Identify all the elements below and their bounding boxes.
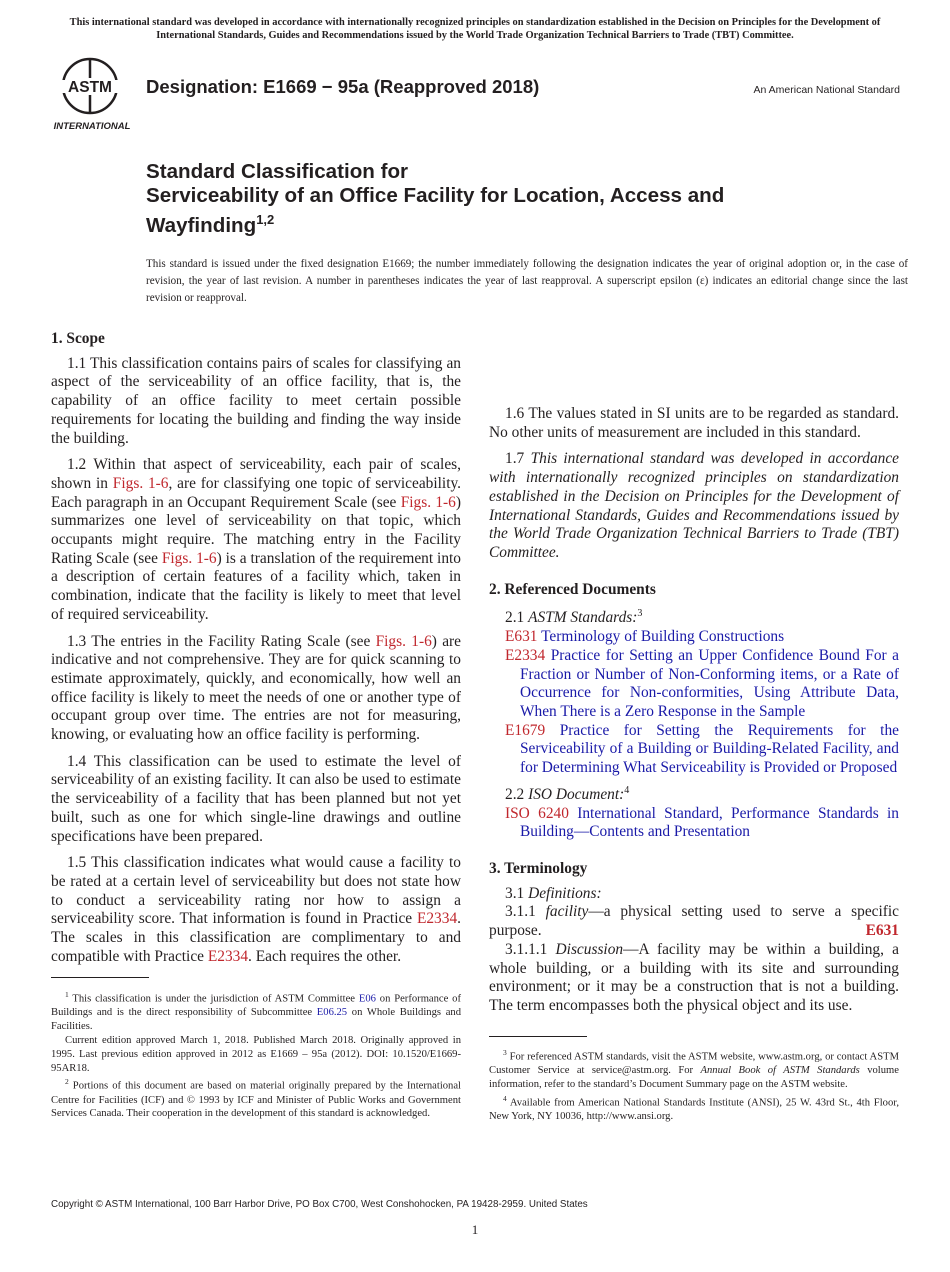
page-number: 1 [471,1222,479,1237]
left-column [51,330,461,975]
e06-25-link[interactable]: E06.25 [316,1007,348,1019]
figs-link[interactable]: Figs. 1-6 [161,549,217,567]
reference-code-link[interactable]: ISO 6240 [505,804,569,822]
figs-link[interactable]: Figs. 1-6 [112,474,169,492]
copyright: Copyright © ASTM International, 100 Barr Harbor Drive, PO Box C700, West Conshohocken, PA 19428-2959. United States [51,1199,588,1210]
iso-reference-list [489,805,899,842]
reference-item [505,722,899,778]
definition-facility: 3.1.1 facility—a physical setting used to serve a specific purpose. E631 [489,903,899,940]
intro-paragraph: This standard is issued under the fixed designation E1669; the number immediately following the designation indicates the year of original adoption or, in the case of revision, the year of last revision. A number in parentheses indicates the year of last reapproval. A superscript epsilon (ε) indicates an editorial change since the last revision or reapproval. [146,258,908,304]
standards-notice: This international standard was developed in accordance with internationally recognized principles on standardization established in the Decision on Principles for the Development of International Standards, Guides and Recommendations issued by the World Trade Organization Technical Barriers to Trade (TBT) Committee. [69,17,881,41]
section-heading-scope: 1. Scope [51,330,105,347]
title-line-3: Wayfinding [146,213,257,237]
paragraph-1-2: 1.2 Within that aspect of serviceability, each pair of scales, shown in Figs. 1-6, are for classifying one topic of serviceability. Each paragraph in an Occupant Requirement Scale (see Figs. 1-6) summarizes one level of serviceability on that topic, which occupants might require. The matching entry in the Facility Rating Scale (see Figs. 1-6) is a translation of the requirement into a description of certain features of a facility which, taken in combination, indicate that the facility is likely to meet that level of required serviceability. [51,456,462,623]
american-national-standard-label: An American National Standard [753,84,900,96]
reference-title-link[interactable]: International Standard, Performance Standards in Building—Contents and Presentation [520,804,899,841]
paragraph-1-3: 1.3 The entries in the Facility Rating Scale (see Figs. 1-6) are indicative and not comprehensive. They are for quick scanning to estimate approximately, quickly, and economically, how well an office facility is likely to meet the needs of one or another type of occupant group over time. The entries are not for measuring, knowing, or evaluating how an office facility is performing. [51,632,461,744]
astm-logo [52,56,134,132]
e631-ref[interactable]: E631 [865,922,899,940]
astm-standards-label: 2.1 ASTM Standards:$^3$ [505,608,643,627]
logo-subtext: INTERNATIONAL [53,121,131,132]
reference-title-link[interactable]: Practice for Setting the Requirements for the Serviceability of a Building or Building-Related Facility, and for Determining What Serviceability is Provided or Proposed [520,721,899,777]
reference-item [505,647,899,722]
footnote-1: $^1$ This classification is under the jurisdiction of ASTM Committee E06 on Performance of Buildings and is the direct responsibility of Subcommittee E06.25 on Whole Buildings and Facilities. [51,990,462,1033]
title-superscript: 1,2 [256,212,275,227]
definitions-label: 3.1 Definitions: [505,884,602,902]
paragraph-1-7: 1.7 This international standard was developed in accordance with internationally recognized principles on standardization established in the Decision on Principles for the Development of International Standards, Guides and Recommendations issued by the World Trade Organization Technical Barriers to Trade (TBT) Committee. [489,450,899,561]
reference-title-link[interactable]: Practice for Setting an Upper Confidence Bound For a Fraction or Number of Non-Conforming items, or a Rate of Occurrence for Non-conformities, Using Attribute Data, When There is a Zero Response in the Sample [520,646,899,720]
footnote-3: $^3$ For referenced ASTM standards, visit the ASTM website, www.astm.org, or contact ASTM Customer Service at service@astm.org. For Annual Book of ASTM Standards volume information, refer to the standard’s Document Summary page on the ASTM website. [489,1048,899,1091]
reference-code-link[interactable]: E1679 [505,721,546,739]
right-column [489,330,899,1016]
footnote-4: $^4$ Available from American National Standards Institute (ANSI), 25 W. 43rd St., 4th Floor, New York, NY 10036, http://www.ansi.org. [489,1093,899,1123]
title-line-2: Serviceability of an Office Facility for Location, Access and [146,184,725,207]
footnotes-left [51,988,461,1121]
paragraph-1-4: 1.4 This classification can be used to estimate the level of serviceability of an existing facility. It can also be used to estimate the serviceability of a facility that has been planned but not yet built, such as one for which single-line drawings and outline specifications have been prepared. [51,752,461,845]
paragraph-1-1: 1.1 This classification contains pairs of scales for classifying an aspect of the serviceability of an office facility, that is, the capability of an office facility to meet certain possible requirements for locating the building and finding the way inside the building. [51,354,461,447]
footnotes-right [489,1046,899,1124]
iso-document-label: 2.2 ISO Document:$^4$ [505,784,630,803]
reference-code-link[interactable]: E2334 [505,646,546,664]
designation: Designation: E1669 − 95a (Reapproved 2018) [146,76,540,97]
section-heading-terminology: 3. Terminology [489,860,588,878]
title-line-1: Standard Classification for [146,160,409,183]
e2334-link[interactable]: E2334 [207,947,249,965]
reference-code-link[interactable]: E631 [505,628,538,646]
reference-title-link[interactable]: Terminology of Building Constructions [541,628,785,646]
figs-link[interactable]: Figs. 1-6 [400,493,456,511]
reference-item [505,628,899,647]
e06-link[interactable]: E06 [358,993,376,1005]
figs-link[interactable]: Figs. 1-6 [375,632,432,650]
paragraph-1-5-continued-space [489,330,899,405]
paragraph-1-6: 1.6 The values stated in SI units are to be regarded as standard. No other units of measurement are included in this standard. [489,405,899,441]
definition-facility-discussion: 3.1.1.1 Discussion—A facility may be within a building, a whole building, or a building with its site and surrounding environment; or it may be a construction that is not a building. The term encompasses both the physical object and its use. [489,940,900,1014]
reference-item [505,805,899,842]
page-title [146,160,866,238]
footnote-1-edition: Current edition approved March 1, 2018. Published March 2018. Originally approved in 1995. Last previous edition approved in 2012 as E1669 – 95a (2012). DOI: 10.1520/E1669-95AR18. [51,1034,461,1074]
footnote-rule-left [51,977,149,978]
paragraph-1-5: 1.5 This classification indicates what would cause a facility to be rated at a certain level of serviceability but does not state how to conduct a serviceability rating nor how to assign a serviceability score. That information is found in Practice E2334. The scales in this classification are complimentary to and compatible with Practice E2334. Each requires the other. [51,854,461,965]
logo-wordmark: ASTM [68,79,112,96]
footnote-2: $^2$ Portions of this document are based on material originally prepared by the International Centre for Facilities (ICF) and © 1993 by ICF and Minister of Public Works and Government Services Canada. Their cooperation in the development of this standard is acknowledged. [51,1077,461,1120]
e2334-link[interactable]: E2334 [416,910,458,928]
footnote-rule-right [489,1036,587,1037]
section-heading-referenced-documents: 2. Referenced Documents [489,580,656,598]
astm-reference-list [489,628,899,778]
